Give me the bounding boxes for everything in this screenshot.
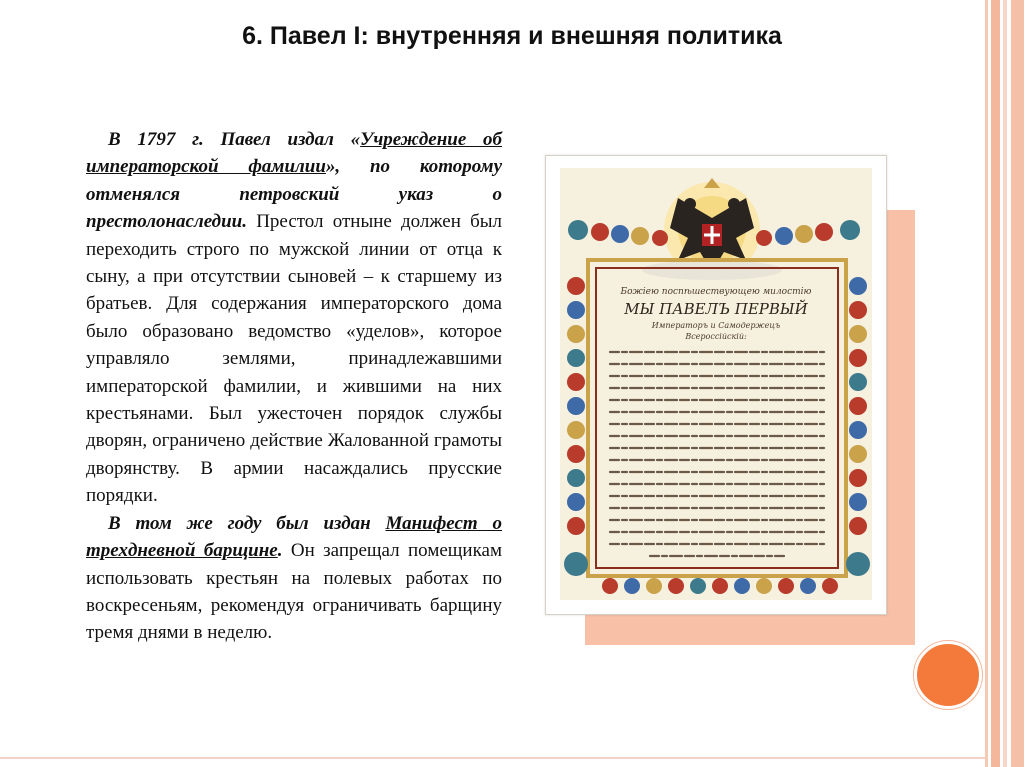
left-arms-column xyxy=(564,277,588,576)
p1-after-doc: », по которому отменялся петровский указ о престолонаследии. xyxy=(86,156,502,233)
accent-circle xyxy=(914,641,982,709)
p2-body: Он запрещал помещикам использовать крестьян на полевых работах по воскресеньям, рекомендуя ограничивать барщину тремя днями в неделю. xyxy=(86,540,502,644)
decor-stripe xyxy=(985,0,988,767)
manifest-heading-3: Императоръ и Самодержецъ xyxy=(651,321,781,330)
bottom-arms-row xyxy=(602,578,838,594)
manifest-heading-1: Божiею поспѣшествующею милостiю xyxy=(620,287,812,297)
manifest-illustration xyxy=(560,168,872,600)
right-arms-column xyxy=(846,277,870,576)
p1-body: Престол отныне должен был переходить строго по мужской линии от отца к сыну, а при отсутствии сыновей – к старшему из братьев. Для содержания императорского дома было образовано ведомство «уделов», которое управляло землями, принадлежавшими императорской фамилии, и жившими на них крестьянами. Был ужесточен порядок службы дворян, ограничено действие Жалованной грамоты дворянству. В армии насаждались прусские порядки. xyxy=(86,211,502,507)
decor-stripe xyxy=(1003,0,1007,767)
slide-text xyxy=(86,126,502,647)
decor-stripe xyxy=(991,0,1000,767)
manifest-heading-2: МЫ ПАВЕЛЪ ПЕРВЫЙ xyxy=(624,300,808,318)
bottom-divider xyxy=(0,757,985,759)
manifest-heading-4: Всероссiйскiй: xyxy=(685,332,747,341)
p1-doc-name: Учреждение об императорской фамилии xyxy=(86,129,502,178)
p2-lead: В том же году был издан xyxy=(108,512,386,534)
p1-lead: В 1797 г. Павел издал « xyxy=(108,129,361,150)
manifest-body-lines xyxy=(610,352,824,556)
p2-doc-name: Манифест о трехдневной барщине xyxy=(86,512,502,562)
decor-stripe xyxy=(1011,0,1024,767)
p2-after-doc: . xyxy=(277,540,283,562)
paragraph-1 xyxy=(86,126,502,510)
slide-title: 6. Павел I: внутренняя и внешняя политика xyxy=(242,22,782,50)
paragraph-2 xyxy=(86,510,502,647)
